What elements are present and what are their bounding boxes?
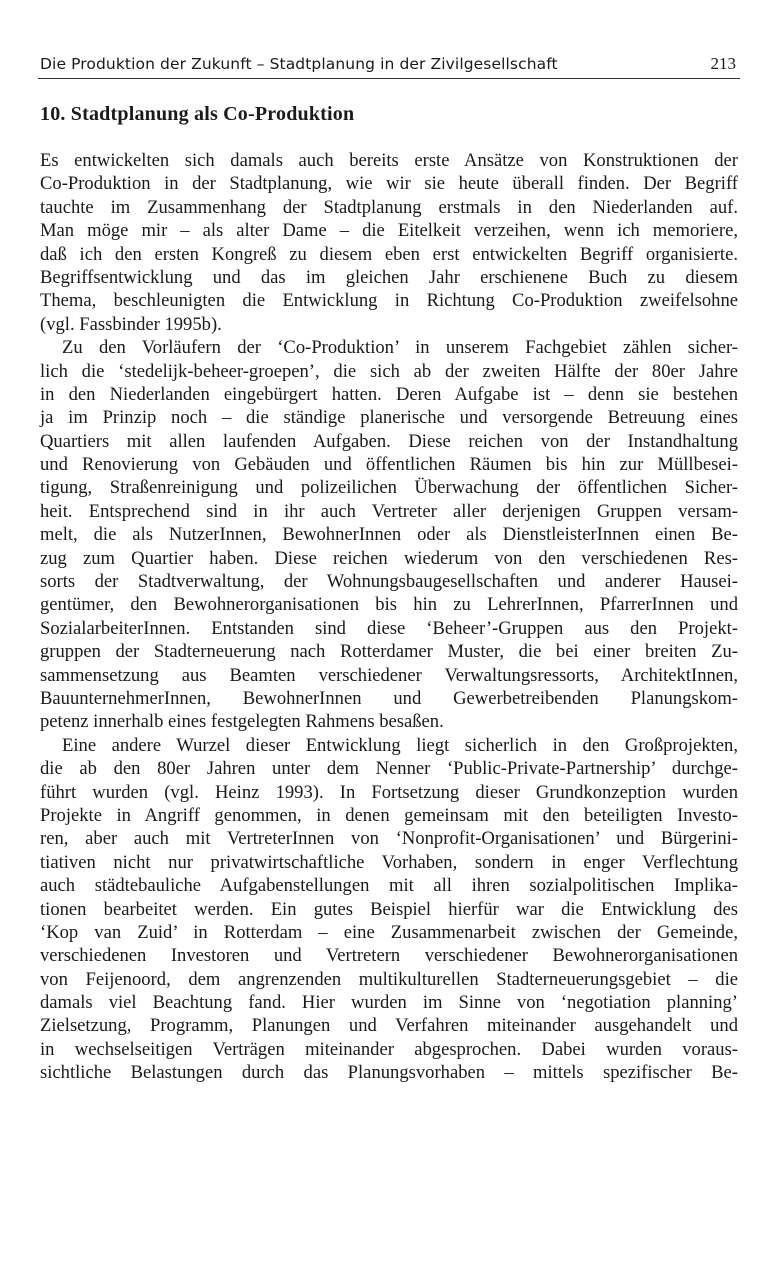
text-line: führt wurden (vgl. Heinz 1993). In Fortsetzung dieser Grundkonzeption wurden	[40, 781, 738, 803]
text-line: von Feijenoord, dem angrenzenden multikulturellen Stadterneuerungsgebiet – die	[40, 968, 738, 990]
text-line: tiativen nicht nur privatwirtschaftliche Vorhaben, sondern in enger Verflechtung	[40, 851, 738, 873]
body-text	[40, 149, 738, 1085]
text-line: die ab den 80er Jahren unter dem Nenner ‘Public-Private-Partnership’ durchge-	[40, 758, 738, 780]
section-title: 10. Stadtplanung als Co-Produktion	[40, 103, 355, 125]
text-line: Zu den Vorläufern der ‘Co-Produktion’ in unserem Fachgebiet zählen sicher-	[62, 337, 738, 359]
text-line: sichtliche Belastungen durch das Planungsvorhaben – mittels spezifischer Be-	[40, 1062, 738, 1084]
text-line: gruppen der Stadterneuerung nach Rotterdamer Muster, die bei einer breiten Zu-	[40, 641, 738, 663]
text-line: Man möge mir – als alter Dame – die Eitelkeit verzeihen, wenn ich memoriere,	[40, 220, 738, 242]
text-line: in den Niederlanden eingebürgert hatten. Deren Aufgabe ist – denn sie bestehen	[40, 383, 738, 405]
text-line: ren, aber auch mit VertreterInnen von ‘Nonprofit-Organisationen’ und Bürgerini-	[40, 828, 738, 850]
text-line: melt, die als NutzerInnen, BewohnerInnen oder als DienstleisterInnen einen Be-	[40, 524, 738, 546]
page-number: 213	[710, 54, 736, 73]
text-line: tionen bearbeitet werden. Ein gutes Beispiel hierfür war die Entwicklung des	[40, 898, 738, 920]
text-line: sammensetzung aus Beamten verschiedener Verwaltungsressorts, ArchitektInnen,	[40, 664, 738, 686]
text-line: heit. Entsprechend sind in ihr auch Vertreter aller derjenigen Gruppen versam-	[40, 500, 738, 522]
text-line: und Renovierung von Gebäuden und öffentlichen Räumen bis hin zur Müllbesei-	[40, 454, 738, 476]
text-line: petenz innerhalb eines festgelegten Rahmens besaßen.	[40, 711, 444, 733]
text-line: Zielsetzung, Programm, Planungen und Verfahren miteinander ausgehandelt und	[40, 1015, 738, 1037]
text-line: tauchte im Zusammenhang der Stadtplanung erstmals in den Niederlanden auf.	[40, 196, 738, 218]
text-line: Co-Produktion in der Stadtplanung, wie wir sie heute überall finden. Der Begriff	[40, 173, 738, 195]
text-line: gentümer, den Bewohnerorganisationen bis hin zu LehrerInnen, PfarrerInnen und	[40, 594, 738, 616]
text-line: BauunternehmerInnen, BewohnerInnen und Gewerbetreibenden Planungskom-	[40, 687, 738, 709]
text-line: Eine andere Wurzel dieser Entwicklung liegt sicherlich in den Großprojekten,	[62, 734, 738, 756]
text-line: lich die ‘stedelijk-beheer-groepen’, die sich ab der zweiten Hälfte der 80er Jahre	[40, 360, 738, 382]
running-title: Die Produktion der Zukunft – Stadtplanung in der Zivilgesellschaft	[40, 55, 558, 73]
text-line: sorts der Stadtverwaltung, der Wohnungsbaugesellschaften und anderer Hausei-	[40, 571, 738, 593]
text-line: zug zum Quartier haben. Diese reichen wiederum von den verschiedenen Res-	[40, 547, 738, 569]
text-line: Quartiers mit allen laufenden Aufgaben. Diese reichen von der Instandhaltung	[40, 430, 738, 452]
text-line: Begriffsentwicklung und das im gleichen Jahr erschienene Buch zu diesem	[40, 266, 738, 288]
text-line: ja im Prinzip noch – die ständige planerische und versorgende Betreuung eines	[40, 407, 738, 429]
text-line: Projekte in Angriff genommen, in denen gemeinsam mit den beteiligten Investo-	[40, 804, 738, 826]
text-line: Thema, beschleunigten die Entwicklung in Richtung Co-Produktion zweifelsohne	[40, 290, 738, 312]
text-line: ‘Kop van Zuid’ in Rotterdam – eine Zusammenarbeit zwischen der Gemeinde,	[40, 921, 738, 943]
text-line: Es entwickelten sich damals auch bereits erste Ansätze von Konstruktionen der	[40, 150, 738, 171]
text-line: verschiedenen Investoren und Vertretern verschiedener Bewohnerorganisationen	[40, 945, 738, 967]
text-line: damals viel Beachtung fand. Hier wurden im Sinne von ‘negotiation planning’	[40, 992, 738, 1014]
text-line: auch städtebauliche Aufgabenstellungen mit all ihren sozialpolitischen Implika-	[40, 875, 738, 897]
text-line: (vgl. Fassbinder 1995b).	[40, 313, 222, 335]
text-line: in wechselseitigen Verträgen miteinander abgesprochen. Dabei wurden voraus-	[40, 1038, 738, 1060]
text-line: tigung, Straßenreinigung und polizeilichen Überwachung der öffentlichen Sicher-	[40, 477, 738, 499]
running-header	[38, 50, 740, 79]
text-line: daß ich den ersten Kongreß zu diesem eben erst entwickelten Begriff organisierte.	[40, 243, 738, 265]
text-line: SozialarbeiterInnen. Entstanden sind diese ‘Beheer’-Gruppen aus den Projekt-	[40, 617, 738, 639]
